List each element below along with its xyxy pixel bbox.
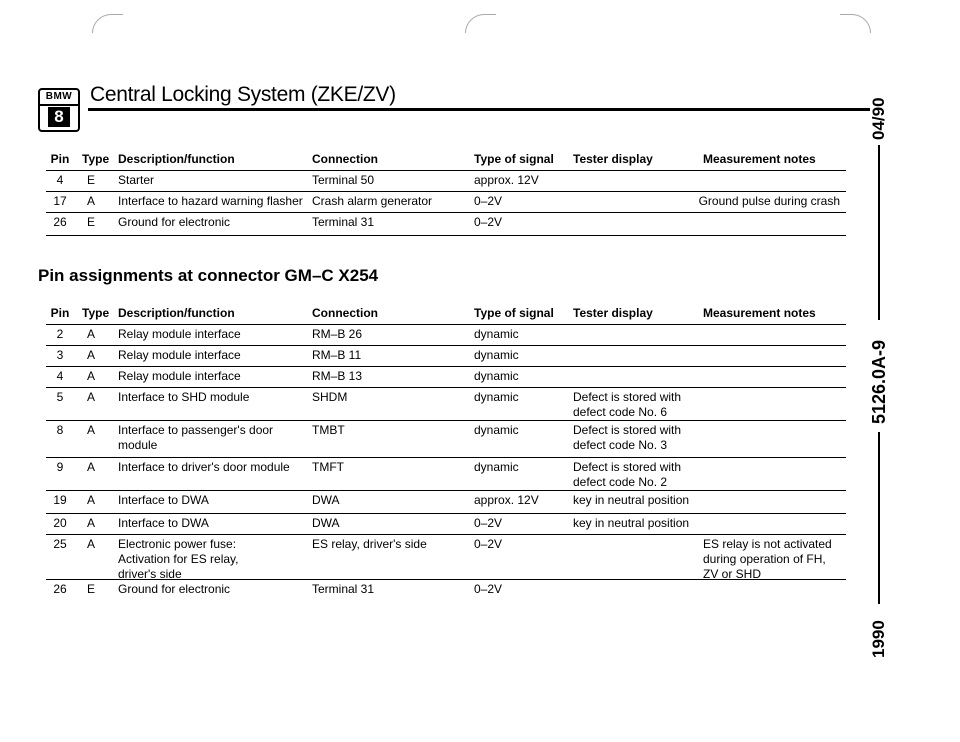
signal-text: dynamic xyxy=(474,460,519,474)
signal-cell xyxy=(474,493,539,508)
connection-text: ES relay, driver's side xyxy=(312,537,427,551)
connection-text: RM–B 13 xyxy=(312,369,363,383)
table-row xyxy=(46,345,846,366)
connection-cell xyxy=(312,537,427,552)
description-cell xyxy=(118,215,230,230)
signal-cell xyxy=(474,537,502,552)
connection-cell xyxy=(312,215,374,230)
column-header-measurement-notes: Measurement notes xyxy=(703,152,816,166)
pin-text: 8 xyxy=(56,423,64,437)
type-cell xyxy=(82,348,100,363)
type-text: A xyxy=(86,390,95,404)
pin-text: 26 xyxy=(53,582,67,596)
description-text: Interface to hazard warning flasher xyxy=(118,194,303,208)
description-cell xyxy=(118,460,290,475)
description-cell xyxy=(118,537,239,582)
type-cell xyxy=(82,423,100,438)
type-cell xyxy=(82,493,100,508)
table-row xyxy=(46,387,846,420)
column-header-description: Description/function xyxy=(118,306,235,320)
side-date xyxy=(866,97,892,140)
description-text: Interface to DWA xyxy=(118,493,209,507)
connection-cell xyxy=(312,516,340,531)
title-divider xyxy=(88,108,870,111)
pin-text: 4 xyxy=(56,173,64,187)
table-row xyxy=(46,534,846,579)
description-text: Starter xyxy=(118,173,155,187)
connection-text: TMBT xyxy=(312,423,345,437)
tester-display-text: key in neutral position xyxy=(573,516,690,530)
connection-text: DWA xyxy=(312,493,340,507)
tester-display-cell xyxy=(573,390,681,420)
connection-text: RM–B 11 xyxy=(312,348,362,362)
description-text: Ground for electronic xyxy=(118,582,231,596)
connection-cell xyxy=(312,173,374,188)
measurement-notes-text: during operation of FH, xyxy=(703,552,826,566)
pin-cell xyxy=(46,215,74,230)
side-code xyxy=(866,340,892,424)
table-row xyxy=(46,366,846,387)
signal-text: 0–2V xyxy=(474,215,503,229)
table-header xyxy=(46,150,846,170)
connection-cell xyxy=(312,460,344,475)
connection-cell xyxy=(312,582,374,597)
table-row xyxy=(46,420,846,457)
table-row xyxy=(46,513,846,534)
description-cell xyxy=(118,348,241,363)
connection-text: RM–B 26 xyxy=(312,327,363,341)
measurement-notes-cell xyxy=(699,194,840,209)
signal-cell xyxy=(474,423,519,438)
connection-text: Terminal 31 xyxy=(312,215,375,229)
column-header-connection: Connection xyxy=(312,152,378,166)
column-header-type: Type xyxy=(82,152,110,166)
connection-text: TMFT xyxy=(312,460,344,474)
type-text: A xyxy=(86,516,95,530)
measurement-notes-text: ZV or SHD xyxy=(703,567,762,581)
table-row xyxy=(46,212,846,236)
connection-cell xyxy=(312,369,362,384)
pin-text: 17 xyxy=(53,194,67,208)
connection-text: DWA xyxy=(312,516,340,530)
signal-cell xyxy=(474,582,502,597)
table-row xyxy=(46,579,846,602)
measurement-notes-text: Ground pulse during crash xyxy=(698,194,840,208)
description-cell xyxy=(118,423,273,453)
connection-cell xyxy=(312,348,361,363)
pin-cell xyxy=(46,327,74,342)
tester-display-cell xyxy=(573,493,689,508)
pin-cell xyxy=(46,369,74,384)
corner-mark xyxy=(840,14,871,33)
description-cell xyxy=(118,369,241,384)
pin-cell xyxy=(46,348,74,363)
description-text: Interface to passenger's door xyxy=(118,423,274,437)
pin-text: 3 xyxy=(56,348,64,362)
column-header-tester-display: Tester display xyxy=(573,152,653,166)
pin-cell xyxy=(46,516,74,531)
type-text: E xyxy=(86,582,95,596)
description-text: Relay module interface xyxy=(118,327,241,341)
type-text: A xyxy=(86,493,95,507)
type-cell xyxy=(82,537,100,552)
corner-mark xyxy=(92,14,123,33)
measurement-notes-cell xyxy=(703,537,832,582)
signal-cell xyxy=(474,173,539,188)
signal-cell xyxy=(474,460,519,475)
signal-text: approx. 12V xyxy=(474,173,539,187)
type-cell xyxy=(82,194,100,209)
pin-text: 4 xyxy=(56,369,64,383)
tester-display-text: key in neutral position xyxy=(573,493,690,507)
signal-text: dynamic xyxy=(474,423,519,437)
signal-cell xyxy=(474,194,502,209)
pin-cell xyxy=(46,537,74,552)
pin-table-1 xyxy=(46,150,846,236)
table-header xyxy=(46,304,846,324)
tester-display-cell xyxy=(573,460,681,490)
table-row xyxy=(46,170,846,191)
description-text: Relay module interface xyxy=(118,348,241,362)
pin-text: 5 xyxy=(56,390,64,404)
description-text: Interface to driver's door module xyxy=(118,460,290,474)
table-row xyxy=(46,457,846,490)
connection-cell xyxy=(312,327,362,342)
column-header-signal: Type of signal xyxy=(474,306,554,320)
page-title: Central Locking System (ZKE/ZV) xyxy=(90,83,396,106)
type-cell xyxy=(82,460,100,475)
description-cell xyxy=(118,582,230,597)
description-cell xyxy=(118,327,241,342)
side-year xyxy=(866,614,892,664)
pin-cell xyxy=(46,582,74,597)
type-cell xyxy=(82,582,100,597)
tester-display-text: Defect is stored with xyxy=(573,390,682,404)
signal-cell xyxy=(474,369,519,384)
connection-text: Terminal 31 xyxy=(312,582,375,596)
type-text: E xyxy=(86,215,95,229)
pin-text: 19 xyxy=(53,493,67,507)
signal-text: dynamic xyxy=(474,348,519,362)
connection-cell xyxy=(312,194,432,209)
logo-model: 8 xyxy=(48,107,70,127)
tester-display-text: defect code No. 2 xyxy=(573,475,668,489)
measurement-notes-text: ES relay is not activated xyxy=(703,537,832,551)
type-text: A xyxy=(86,423,95,437)
pin-text: 20 xyxy=(53,516,67,530)
connection-cell xyxy=(312,390,347,405)
signal-text: approx. 12V xyxy=(474,493,539,507)
description-cell xyxy=(118,390,249,405)
signal-text: 0–2V xyxy=(474,194,503,208)
column-header-signal: Type of signal xyxy=(474,152,554,166)
type-text: A xyxy=(86,348,95,362)
pin-table-2 xyxy=(46,304,846,602)
tester-display-cell xyxy=(573,516,689,531)
signal-text: dynamic xyxy=(474,369,519,383)
type-text: A xyxy=(86,369,95,383)
type-cell xyxy=(82,390,100,405)
table-row xyxy=(46,324,846,345)
pin-cell xyxy=(46,390,74,405)
description-text: module xyxy=(118,438,158,452)
connection-text: SHDM xyxy=(312,390,348,404)
pin-cell xyxy=(46,173,74,188)
tester-display-text: defect code No. 6 xyxy=(573,405,668,419)
side-divider xyxy=(878,145,880,320)
pin-text: 26 xyxy=(53,215,67,229)
type-text: A xyxy=(86,327,95,341)
column-header-type: Type xyxy=(82,306,110,320)
description-text: Activation for ES relay, xyxy=(118,552,239,566)
description-text: Interface to DWA xyxy=(118,516,209,530)
signal-text: 0–2V xyxy=(474,516,503,530)
column-header-description: Description/function xyxy=(118,152,235,166)
section-heading: Pin assignments at connector GM–C X254 xyxy=(38,266,379,285)
signal-text: 0–2V xyxy=(474,537,503,551)
type-text: A xyxy=(86,194,95,208)
description-text: Interface to SHD module xyxy=(118,390,250,404)
pin-text: 9 xyxy=(56,460,64,474)
column-header-tester-display: Tester display xyxy=(573,306,653,320)
corner-mark xyxy=(465,14,496,33)
signal-text: dynamic xyxy=(474,390,519,404)
description-text: driver's side xyxy=(118,567,182,581)
description-cell xyxy=(118,194,303,209)
signal-cell xyxy=(474,348,519,363)
type-cell xyxy=(82,215,100,230)
description-cell xyxy=(118,516,209,531)
type-cell xyxy=(82,327,100,342)
pin-cell xyxy=(46,423,74,438)
connection-cell xyxy=(312,423,345,438)
pin-cell xyxy=(46,194,74,209)
type-cell xyxy=(82,516,100,531)
signal-text: dynamic xyxy=(474,327,519,341)
side-code-text: 5126.0A-9 xyxy=(869,339,889,424)
type-cell xyxy=(82,173,100,188)
signal-cell xyxy=(474,215,502,230)
type-text: E xyxy=(86,173,95,187)
logo-brand: BMW xyxy=(40,90,78,106)
description-text: Ground for electronic xyxy=(118,215,231,229)
connection-text: Terminal 50 xyxy=(312,173,375,187)
connection-text: Crash alarm generator xyxy=(312,194,433,208)
description-text: Relay module interface xyxy=(118,369,241,383)
signal-cell xyxy=(474,327,519,342)
column-header-pin: Pin xyxy=(50,306,70,320)
table-row xyxy=(46,490,846,513)
tester-display-text: defect code No. 3 xyxy=(573,438,668,452)
side-year-text: 1990 xyxy=(869,620,888,658)
pin-cell xyxy=(46,493,74,508)
table-row xyxy=(46,191,846,212)
side-divider xyxy=(878,432,880,604)
side-date-text: 04/90 xyxy=(869,97,888,140)
signal-cell xyxy=(474,390,519,405)
pin-cell xyxy=(46,460,74,475)
column-header-connection: Connection xyxy=(312,306,378,320)
type-cell xyxy=(82,369,100,384)
tester-display-text: Defect is stored with xyxy=(573,423,682,437)
pin-text: 25 xyxy=(53,537,67,551)
type-text: A xyxy=(86,460,95,474)
tester-display-cell xyxy=(573,423,681,453)
column-header-pin: Pin xyxy=(50,152,70,166)
description-cell xyxy=(118,173,154,188)
bmw-8-logo xyxy=(38,88,80,132)
type-text: A xyxy=(86,537,95,551)
connection-cell xyxy=(312,493,340,508)
description-cell xyxy=(118,493,209,508)
pin-text: 2 xyxy=(56,327,64,341)
signal-cell xyxy=(474,516,502,531)
tester-display-text: Defect is stored with xyxy=(573,460,682,474)
column-header-measurement-notes: Measurement notes xyxy=(703,306,816,320)
description-text: Electronic power fuse: xyxy=(118,537,237,551)
signal-text: 0–2V xyxy=(474,582,503,596)
